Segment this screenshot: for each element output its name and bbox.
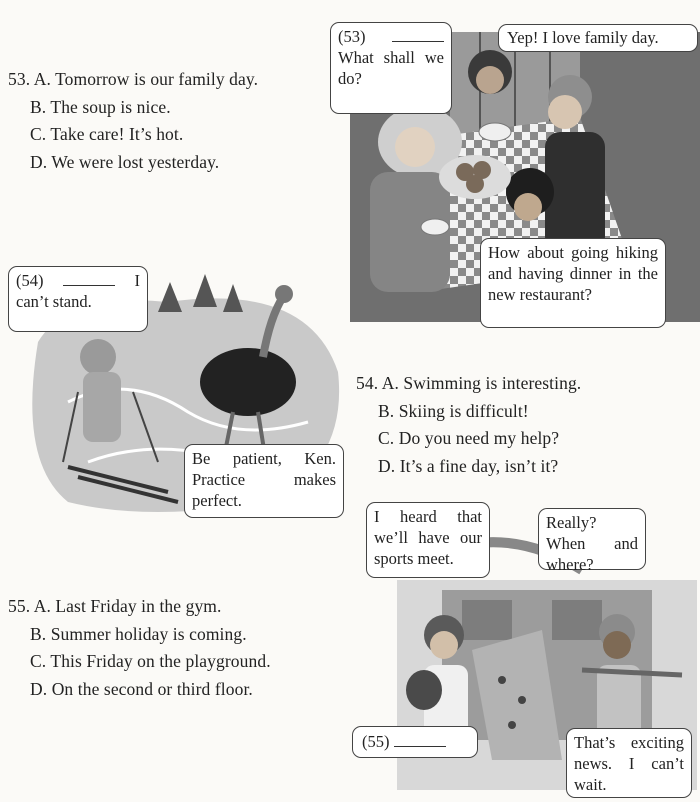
q54-option-c[interactable]: C. Do you need my help? bbox=[378, 428, 560, 448]
q53-bubble-top-right: Yep! I love family day. bbox=[498, 24, 698, 52]
question-55-options bbox=[8, 593, 271, 703]
q54-bubble-right: Be patient, Ken. Practice makes perfect. bbox=[184, 444, 344, 518]
q53-blank[interactable] bbox=[392, 27, 444, 42]
q55-option-a[interactable]: 55. A. Last Friday in the gym. bbox=[8, 596, 222, 616]
playground-illustration bbox=[352, 500, 700, 802]
q55-option-c[interactable]: C. This Friday on the playground. bbox=[30, 651, 271, 671]
q53-option-a[interactable]: 53. A. Tomorrow is our family day. bbox=[8, 69, 259, 89]
q54-option-b[interactable]: B. Skiing is difficult! bbox=[378, 400, 529, 421]
q55-blank[interactable] bbox=[394, 732, 446, 747]
family-dinner-illustration bbox=[330, 12, 700, 332]
q55-number: 55. bbox=[8, 596, 31, 616]
skiing-ostrich-illustration bbox=[8, 262, 348, 524]
q55-bubble-right: Really? When and where? bbox=[538, 508, 646, 570]
q53-bubble-bottom-right: How about going hiking and having dinner in the new restaurant? bbox=[480, 238, 666, 328]
q54-option-a[interactable]: 54. A. Swimming is interesting. bbox=[356, 373, 582, 393]
q54-number: 54. bbox=[356, 373, 379, 393]
q55-bubble-left: I heard that we’ll have our sports meet. bbox=[366, 502, 490, 578]
q53-option-c[interactable]: C. Take care! It’s hot. bbox=[30, 124, 184, 144]
question-54-options bbox=[356, 370, 581, 480]
q55-option-b[interactable]: B. Summer holiday is coming. bbox=[30, 623, 247, 644]
q54-option-d[interactable]: D. It’s a fine day, isn’t it? bbox=[378, 455, 559, 476]
q53-option-b[interactable]: B. The soup is nice. bbox=[30, 96, 171, 117]
q54-bubble-left: (54) I can’t stand. bbox=[8, 266, 148, 332]
q53-number: 53. bbox=[8, 69, 31, 89]
q53-bubble-left: (53) What shall we do? bbox=[330, 22, 452, 114]
q53-option-d[interactable]: D. We were lost yesterday. bbox=[30, 151, 220, 172]
q54-blank[interactable] bbox=[63, 271, 115, 286]
question-53-options bbox=[8, 66, 258, 176]
q55-bubble-bottom-right: That’s exciting news. I can’t wait. bbox=[566, 728, 692, 798]
q55-option-d[interactable]: D. On the second or third floor. bbox=[30, 678, 253, 699]
q55-bubble-bottom-left: (55) bbox=[352, 726, 478, 758]
